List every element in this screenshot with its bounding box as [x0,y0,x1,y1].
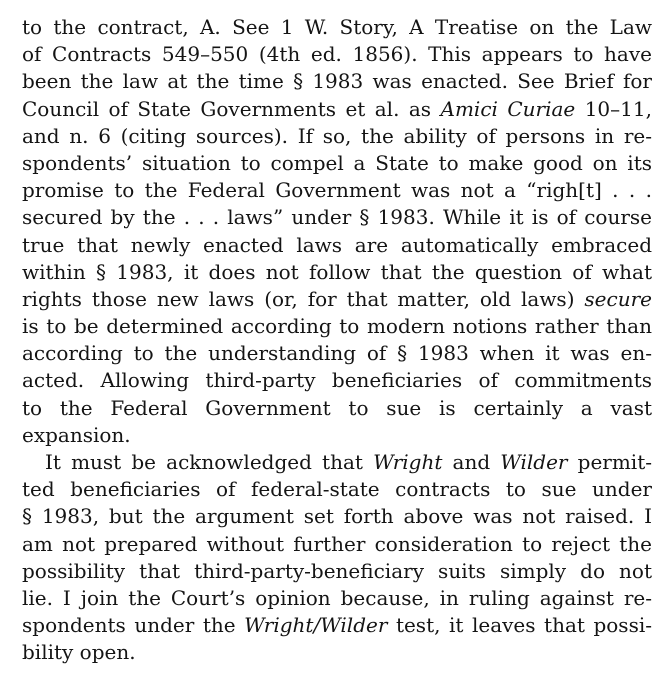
italic-text-segment: secure [584,286,652,311]
text-segment: Council of State Governments et al. as [22,96,441,121]
text-segment: ted beneficiaries of federal-state contracts to sue under [22,477,652,502]
text-segment: bility open. [22,640,136,665]
text-segment: § 1983, but the argument set forth above was not raised. I [22,504,652,529]
text-line [22,313,652,340]
text-segment: and n. 6 (citing sources). If so, the ability of persons in re- [22,123,652,148]
text-segment: within § 1983, it does not follow that the question of what [22,259,652,284]
text-segment: rights those new laws (or, for that matter, old laws) [22,286,585,311]
text-segment: test, it leaves that possi- [387,613,652,638]
text-line [22,286,652,313]
italic-text-segment: Wright [373,450,443,474]
text-segment: of Contracts 549–550 (4th ed. 1856). This appears to have [22,42,652,67]
italic-text-segment: Wilder [500,450,568,474]
text-line [22,68,652,95]
text-segment: It must be acknowledged that [45,450,374,474]
text-segment: to the Federal Government to sue is certainly a vast [22,395,652,420]
text-segment: promise to the Federal Government was not a “righ[t] . . . [22,178,652,203]
text-line [22,449,652,476]
text-segment: expansion. [22,422,131,447]
text-segment: spondents under the [22,613,245,638]
text-line [22,367,652,394]
text-line [22,531,652,558]
opinion-text-body [22,14,652,667]
text-line [22,585,652,612]
text-line [22,612,652,639]
text-line [22,204,652,231]
italic-text-segment: Wright/Wilder [244,613,388,638]
text-segment: spondents’ situation to compel a State to make good on its [22,150,652,175]
paragraph [22,14,652,449]
italic-text-segment: Amici Curiae [440,96,576,121]
paragraph [22,449,652,667]
text-line [22,503,652,530]
opinion-page [22,14,652,667]
text-segment: acted. Allowing third-party beneficiaries of commitments [22,368,652,393]
text-segment: 10–11, [575,96,652,121]
text-line [22,96,652,123]
text-segment: according to the understanding of § 1983 when it was en- [22,341,652,366]
text-line [22,395,652,422]
text-segment: secured by the . . . laws” under § 1983. While it is of course [22,205,652,230]
text-segment: been the law at the time § 1983 was enacted. See Brief for [22,69,652,94]
text-line [22,177,652,204]
text-segment: am not prepared without further consideration to reject the [22,531,652,556]
text-segment: permit- [567,450,652,474]
text-line [22,422,652,449]
text-segment: and [442,450,501,474]
text-line [22,476,652,503]
text-line [22,232,652,259]
text-segment: possibility that third-party-beneficiary suits simply do not [22,558,652,583]
text-segment: is to be determined according to modern notions rather than [22,314,652,339]
text-line [22,41,652,68]
text-line [22,150,652,177]
text-line [22,123,652,150]
text-line [22,639,652,666]
text-line [22,14,652,41]
text-line [22,558,652,585]
text-line [22,340,652,367]
text-segment: lie. I join the Court’s opinion because, in ruling against re- [22,585,652,610]
text-segment: true that newly enacted laws are automatically embraced [22,232,652,257]
text-segment: to the contract, A. See 1 W. Story, A Treatise on the Law [22,15,652,39]
text-line [22,259,652,286]
